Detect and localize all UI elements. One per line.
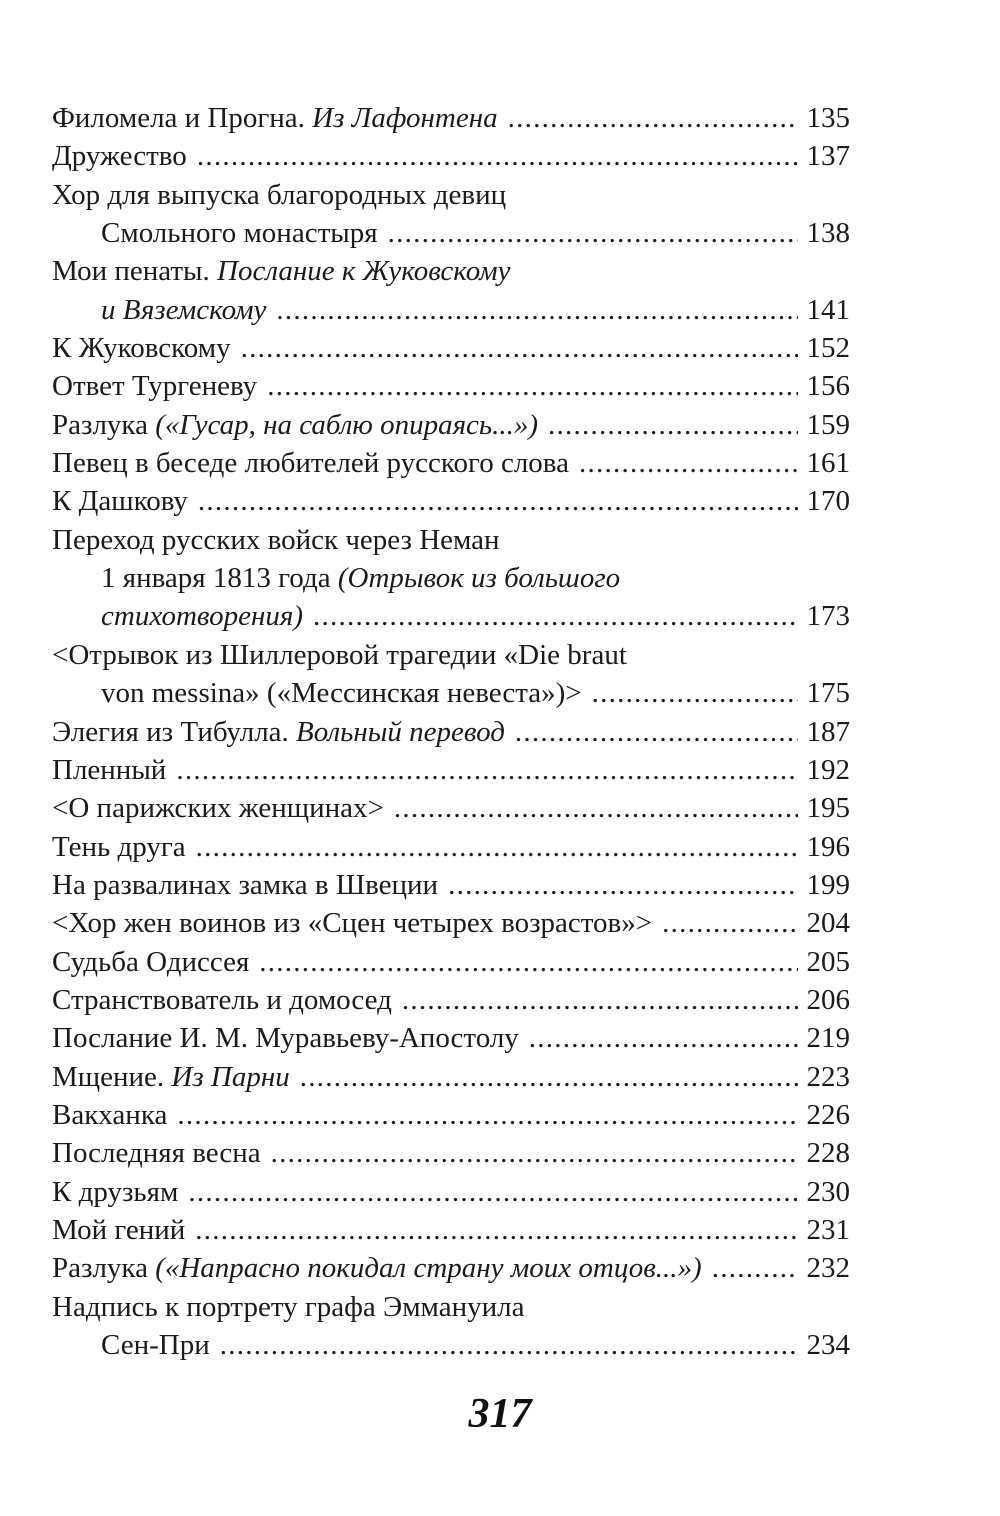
toc-entry <box>52 1019 850 1057</box>
toc-entry-continuation <box>52 214 850 252</box>
dot-leader <box>177 1096 798 1134</box>
toc-entry-continuation <box>52 559 850 597</box>
toc-entry <box>52 828 850 866</box>
dot-leader <box>529 1019 798 1057</box>
toc-title-continuation: Смольного монастыря <box>101 217 378 250</box>
toc-page: 204 <box>806 907 850 940</box>
dot-leader <box>548 406 798 444</box>
toc-page: 219 <box>806 1022 850 1055</box>
toc-entry <box>52 482 850 520</box>
dot-leader <box>448 866 798 904</box>
toc-title: Ответ Тургеневу <box>52 370 258 403</box>
toc-title: Дружество <box>52 140 187 173</box>
dot-leader <box>241 329 798 367</box>
toc-title: Мои пенаты. Послание к Жуковскому <box>52 255 511 288</box>
toc-page: 152 <box>806 332 850 365</box>
dot-leader <box>402 981 798 1019</box>
toc-page: 156 <box>806 370 850 403</box>
toc-title-continuation: von messina» («Мессинская невеста»)> <box>101 677 582 710</box>
toc-entry <box>52 1288 850 1326</box>
dot-leader <box>198 482 798 520</box>
toc-title: Переход русских войск через Неман <box>52 523 500 556</box>
toc-page: 230 <box>806 1175 850 1208</box>
toc-entry <box>52 751 850 789</box>
toc-title-continuation: Сен-При <box>101 1329 210 1361</box>
toc-entry-continuation <box>52 674 850 712</box>
toc-page: 192 <box>806 753 850 786</box>
toc-title: К Дашкову <box>52 485 188 518</box>
toc-entry <box>52 789 850 827</box>
toc-title: Филомела и Прогна. Из Лафонтена <box>52 102 498 134</box>
toc-page: 141 <box>806 293 850 326</box>
dot-leader <box>313 597 798 635</box>
toc-entry <box>52 444 850 482</box>
toc-entry <box>52 521 850 559</box>
toc-title: <Хор жен воинов из «Сцен четырех возрастов»> <box>52 907 653 940</box>
toc-page: 223 <box>806 1060 850 1093</box>
toc-title: Певец в беседе любителей русского слова <box>52 447 569 480</box>
dot-leader <box>271 1134 798 1172</box>
dot-leader <box>592 674 798 712</box>
toc-title: Разлука («Гусар, на саблю опираясь...») <box>52 408 539 441</box>
toc-title: Мой гений <box>52 1213 186 1246</box>
toc-title: Послание И. М. Муравьеву-Апостолу <box>52 1022 519 1055</box>
toc-entry <box>52 99 850 137</box>
dot-leader <box>196 828 798 866</box>
toc-entry <box>52 329 850 367</box>
toc-entry <box>52 636 850 674</box>
toc-title-continuation: и Вяземскому <box>101 293 267 326</box>
toc-title: На развалинах замка в Швеции <box>52 868 439 901</box>
toc-entry <box>52 1058 850 1096</box>
dot-leader <box>267 367 798 405</box>
toc-title: Пленный <box>52 753 167 786</box>
toc-entry <box>52 1134 850 1172</box>
dot-leader <box>394 789 798 827</box>
dot-leader <box>276 291 798 329</box>
toc-title: К друзьям <box>52 1175 179 1208</box>
page-number: 317 <box>468 1391 532 1437</box>
toc-page: 234 <box>806 1329 850 1361</box>
toc-page: 159 <box>806 408 850 441</box>
toc-page: 228 <box>806 1137 850 1170</box>
toc-page: 170 <box>806 485 850 518</box>
toc-title: К Жуковскому <box>52 332 231 365</box>
table-of-contents <box>52 99 850 1364</box>
toc-page: 199 <box>806 868 850 901</box>
toc-page: 161 <box>806 447 850 480</box>
toc-page: 205 <box>806 945 850 978</box>
dot-leader <box>300 1058 798 1096</box>
toc-entry <box>52 981 850 1019</box>
dot-leader <box>515 713 798 751</box>
dot-leader <box>712 1249 798 1287</box>
dot-leader <box>188 1173 798 1211</box>
toc-title: <Отрывок из Шиллеровой трагедии «Die braut <box>52 638 627 671</box>
toc-entry-continuation <box>52 597 850 635</box>
toc-page: 175 <box>806 677 850 710</box>
toc-entry <box>52 904 850 942</box>
toc-title: <О парижских женщинах> <box>52 792 384 825</box>
toc-entry <box>52 943 850 981</box>
toc-title: Разлука («Напрасно покидал страну моих отцов...») <box>52 1252 702 1285</box>
toc-title: Элегия из Тибулла. Вольный перевод <box>52 715 505 748</box>
toc-title: Судьба Одиссея <box>52 945 250 978</box>
toc-entry <box>52 406 850 444</box>
toc-title: Мщение. Из Парни <box>52 1060 290 1093</box>
toc-page: 226 <box>806 1098 850 1131</box>
toc-title: Надпись к портрету графа Эммануила <box>52 1290 525 1323</box>
toc-page: 232 <box>806 1252 850 1285</box>
dot-leader <box>662 904 798 942</box>
toc-page: 173 <box>806 600 850 633</box>
toc-page: 195 <box>806 792 850 825</box>
dot-leader <box>197 137 798 175</box>
toc-title: Хор для выпуска благородных девиц <box>52 178 507 211</box>
toc-title: Тень друга <box>52 830 186 863</box>
dot-leader <box>195 1211 798 1249</box>
toc-title: Странствователь и домосед <box>52 983 392 1016</box>
toc-title-continuation: стихотворения) <box>101 600 304 633</box>
dot-leader <box>579 444 798 482</box>
toc-entry <box>52 1249 850 1287</box>
toc-title: Последняя весна <box>52 1137 261 1170</box>
toc-entry <box>52 1096 850 1134</box>
toc-title: Вакханка <box>52 1098 168 1131</box>
dot-leader <box>388 214 798 252</box>
dot-leader <box>259 943 798 981</box>
toc-entry <box>52 1173 850 1211</box>
toc-entry <box>52 137 850 175</box>
toc-title-continuation: 1 января 1813 года (Отрывок из большого <box>101 562 621 595</box>
toc-page: 187 <box>806 715 850 748</box>
toc-page: 231 <box>806 1213 850 1246</box>
toc-page: 196 <box>806 830 850 863</box>
toc-entry <box>52 713 850 751</box>
toc-entry <box>52 367 850 405</box>
toc-entry-continuation <box>52 1326 850 1364</box>
toc-entry <box>52 866 850 904</box>
toc-page: 138 <box>806 217 850 250</box>
toc-page: 135 <box>806 102 850 134</box>
dot-leader <box>176 751 798 789</box>
toc-entry <box>52 176 850 214</box>
dot-leader <box>508 99 798 137</box>
toc-page: 206 <box>806 983 850 1016</box>
toc-page: 137 <box>806 140 850 173</box>
toc-entry-continuation <box>52 291 850 329</box>
dot-leader <box>220 1326 798 1364</box>
toc-entry <box>52 1211 850 1249</box>
toc-entry <box>52 252 850 290</box>
